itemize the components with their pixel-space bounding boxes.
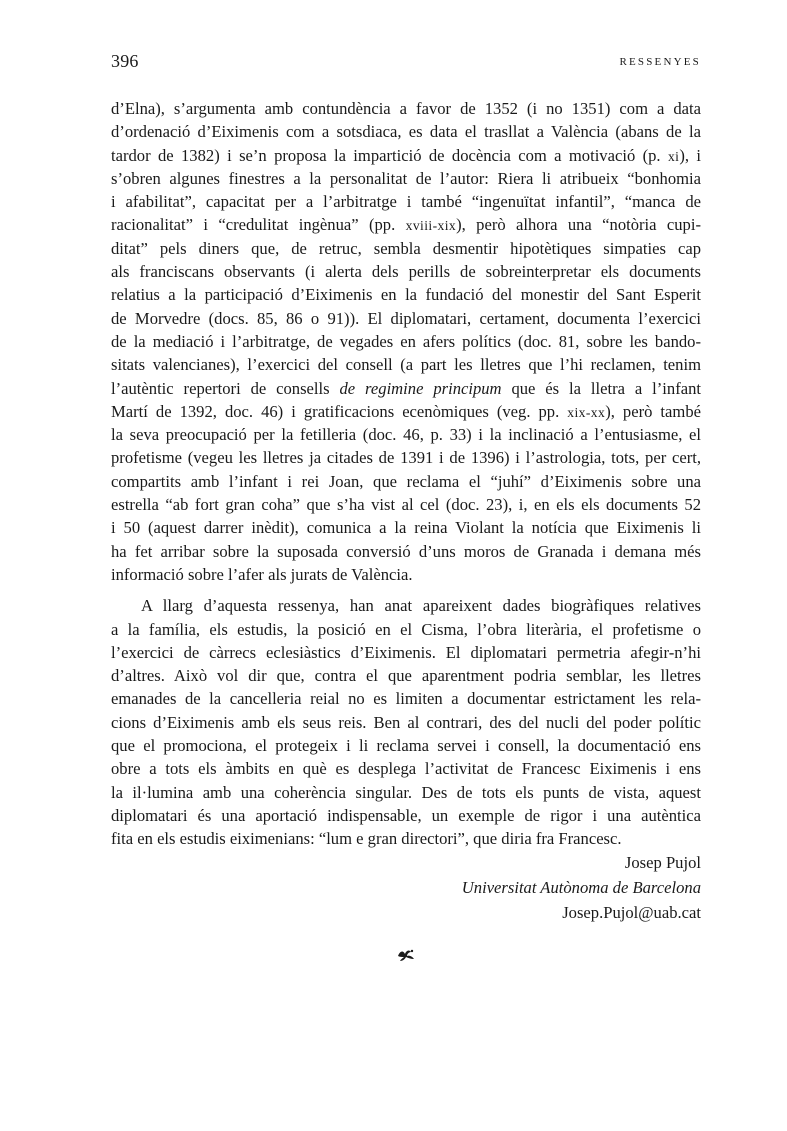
text-line: relatius a la participació d’Eiximenis en la fundació del monestir del Sant Esperit [111, 285, 701, 305]
text-run: ), però alhora una “notòria cupi- [456, 215, 701, 235]
text-line [111, 400, 701, 423]
text-line: de Morvedre (docs. 85, 86 o 91)). El diplomatari, certament, documenta l’exercici [111, 308, 701, 328]
text-line: d’Elna), s’argumenta amb contundència a favor de 1352 (i no 1351) com a data [111, 99, 701, 118]
page-number: 396 [111, 51, 139, 71]
text-line: s’obren algunes finestres a la personalitat de l’autor: Riera li atribueix “bonhomia [111, 168, 701, 188]
roman-page-ref: xviii-xix [405, 218, 457, 234]
text-line: d’altres. Això vol dir que, contra el que aparentment podria semblar, les lletres [111, 666, 701, 686]
text-line: que el promociona, el protegeix i li reclama servei i consell, la documentació ens [111, 736, 701, 756]
text-line: compartits amb l’infant i rei Joan, que reclama el “juhí” d’Eiximenis sobre una [111, 471, 701, 491]
author-email[interactable]: Josep.Pujol@uab.cat [562, 903, 701, 922]
text-line: cions d’Eiximenis amb els seus reis. Ben al contrari, des del nucli del poder polític [111, 712, 701, 732]
author-name: Josep Pujol [624, 853, 701, 872]
latin-title: de regimine principum [339, 378, 502, 398]
author-affiliation: Universitat Autònoma de Barcelona [461, 878, 701, 897]
text-line: de la mediació i l’arbitratge, de vegades en afers polítics (doc. 81, sobre les bando- [111, 331, 701, 351]
text-run: ), i [679, 145, 701, 165]
text-run: tardor de 1382) i se’n proposa la impartició de docència com a motivació (p. [111, 145, 668, 165]
text-line: estrella “ab fort gran coha” que s’ha vist al cel (doc. 23), i, en els els documents 52 [111, 495, 701, 515]
text-line: ha fet arribar sobre la suposada conversió d’uns moros de Granada i demana més [111, 541, 701, 561]
text-run: l’autèntic repertori de consells [111, 378, 340, 398]
text-line: als franciscans observants (i alerta dels perills de sobreinterpretar els documents [111, 262, 701, 282]
author-signature [462, 850, 701, 925]
text-line: emanades de la cancelleria reial no es limiten a documentar estrictament les rela- [111, 689, 701, 709]
text-run: que és la lletra a l’infant [501, 378, 701, 398]
roman-page-ref: xi [667, 148, 680, 164]
text-line: diplomatari és una aportació indispensable, un exemple de rigor i una autèntica [111, 805, 701, 825]
running-head: RESSENYES [619, 56, 701, 68]
text-run: racionalitat” i “credulitat ingènua” (pp. [111, 215, 406, 235]
text-line: d’ordenació d’Eiximenis com a sotsdiaca, es data el trasllat a València (abans de la [111, 122, 701, 142]
page-header [111, 51, 701, 75]
text-line: A llarg d’aquesta ressenya, han anat apareixent dades biogràfiques relatives [141, 596, 701, 616]
text-line: la il·lumina amb una coherència singular. Des de tots els punts de vista, aquest [111, 782, 701, 802]
text-line: sitats valencianes), l’exercici del consell (a part les lletres que l’hi reclamen, tenim [111, 355, 701, 375]
roman-page-ref: xix-xx [567, 404, 606, 420]
text-run: ), però també [605, 401, 701, 421]
paragraph-2 [111, 594, 701, 850]
text-line: profetisme (vegeu les lletres ja citades de 1391 i de 1396) i l’astrologia, tots, per cert, [111, 448, 701, 468]
paragraph-gap [111, 586, 701, 594]
text-line: l’exercici de càrrecs eclesiàstics d’Eiximenis. El diplomatari permetria afegir-n’hi [111, 642, 701, 662]
review-body-text [111, 97, 701, 851]
text-line [111, 213, 701, 236]
text-line: i afabilitat”, capacitat per a l’arbitratge i també “ingenuïtat infantil”, “manca de [111, 192, 701, 212]
text-line: obre a tots els àmbits en què es desplega l’activitat de Francesc Eiximenis i ens [111, 759, 701, 779]
text-line: i 50 (aquest darrer inèdit), comunica a la reina Violant la notícia que Eiximenis li [111, 518, 701, 538]
text-run: Martí de 1392, doc. 46) i gratificacions ecenòmiques (veg. pp. [111, 401, 568, 421]
text-line: la seva preocupació per la fetilleria (doc. 46, p. 33) i la inclinació a l’entusiasme, el [111, 425, 701, 445]
fleuron-icon [397, 948, 415, 962]
text-line [111, 377, 701, 400]
text-line: a la família, els estudis, la posició en el Cisma, l’obra literària, el profetisme o [111, 619, 701, 639]
paragraph-1 [111, 97, 701, 586]
text-line [111, 144, 701, 167]
text-line: ditat” pels diners que, de retruc, sembla desmentir hipotètiques simpaties cap [111, 238, 701, 258]
text-line: informació sobre l’afer als jurats de València. [111, 564, 413, 584]
text-line: fita en els estudis eiximenians: “lum e gran directori”, que diria fra Francesc. [111, 829, 622, 849]
